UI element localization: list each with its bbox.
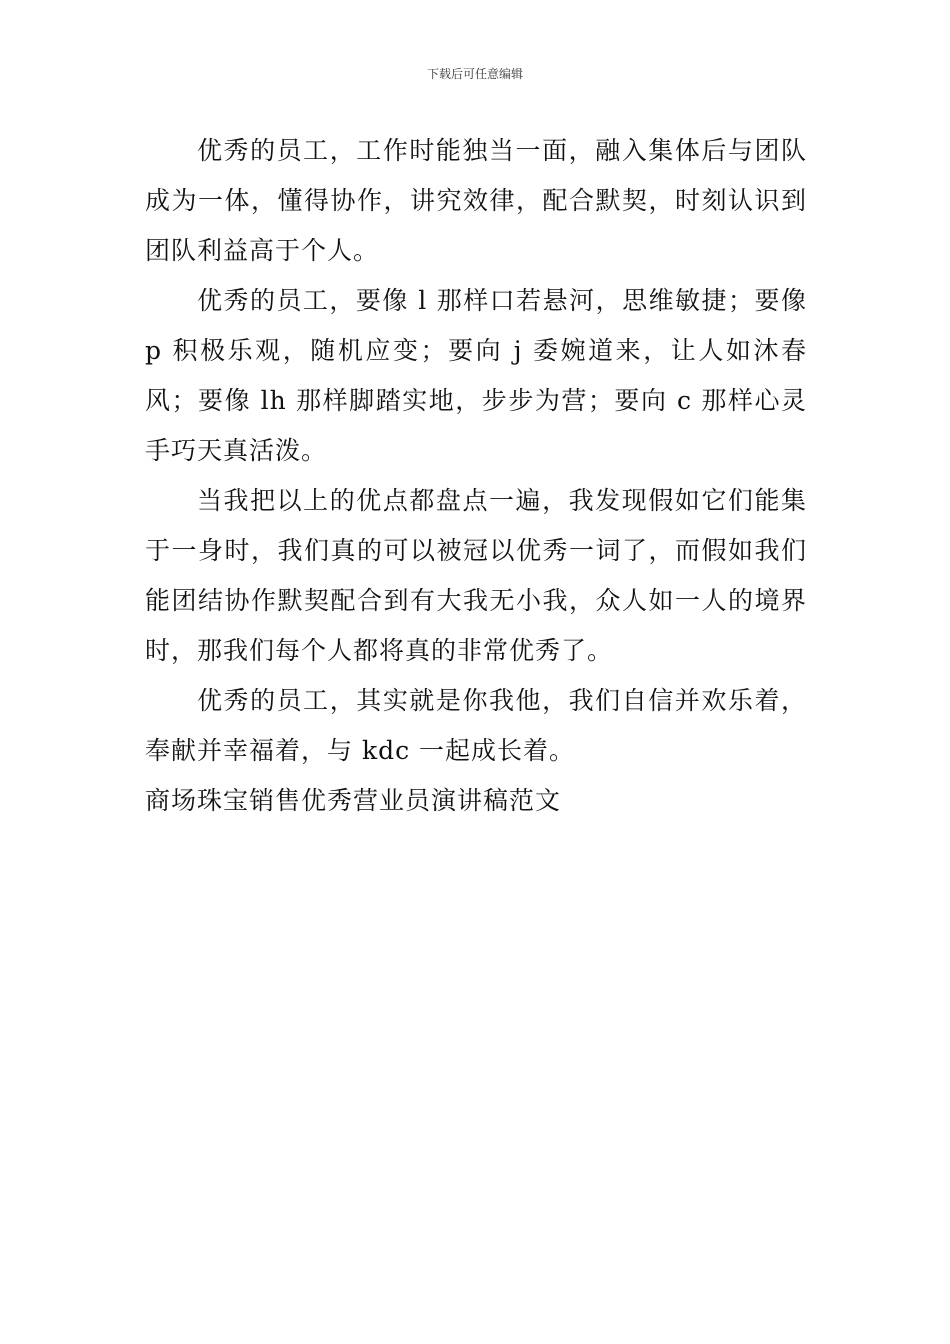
closing-title: 商场珠宝销售优秀营业员演讲稿范文 — [145, 786, 562, 815]
paragraph-3: 当我把以上的优点都盘点一遍，我发现假如它们能集于一身时，我们真的可以被冠以优秀一词了，而假如我们能团结协作默契配合到有大我无小我，众人如一人的境界时，那我们每个人都将真的非常优秀了。 — [145, 486, 807, 665]
document-body — [145, 126, 807, 826]
header-note: 下载后可任意编辑 — [426, 67, 523, 81]
paragraph-4: 优秀的员工，其实就是你我他，我们自信并欢乐着，奉献并幸福着，与 kdc 一起成长着。 — [145, 686, 807, 765]
paragraph-2: 优秀的员工，要像 l 那样口若悬河，思维敏捷；要像 p 积极乐观，随机应变；要向 j 委婉道来，让人如沐春风；要像 lh 那样脚踏实地，步步为营；要向 c 那样心灵手巧天真活泼。 — [145, 286, 807, 465]
paragraph-1: 优秀的员工，工作时能独当一面，融入集体后与团队成为一体，懂得协作，讲究效律，配合默契，时刻认识到团队利益高于个人。 — [145, 136, 807, 265]
